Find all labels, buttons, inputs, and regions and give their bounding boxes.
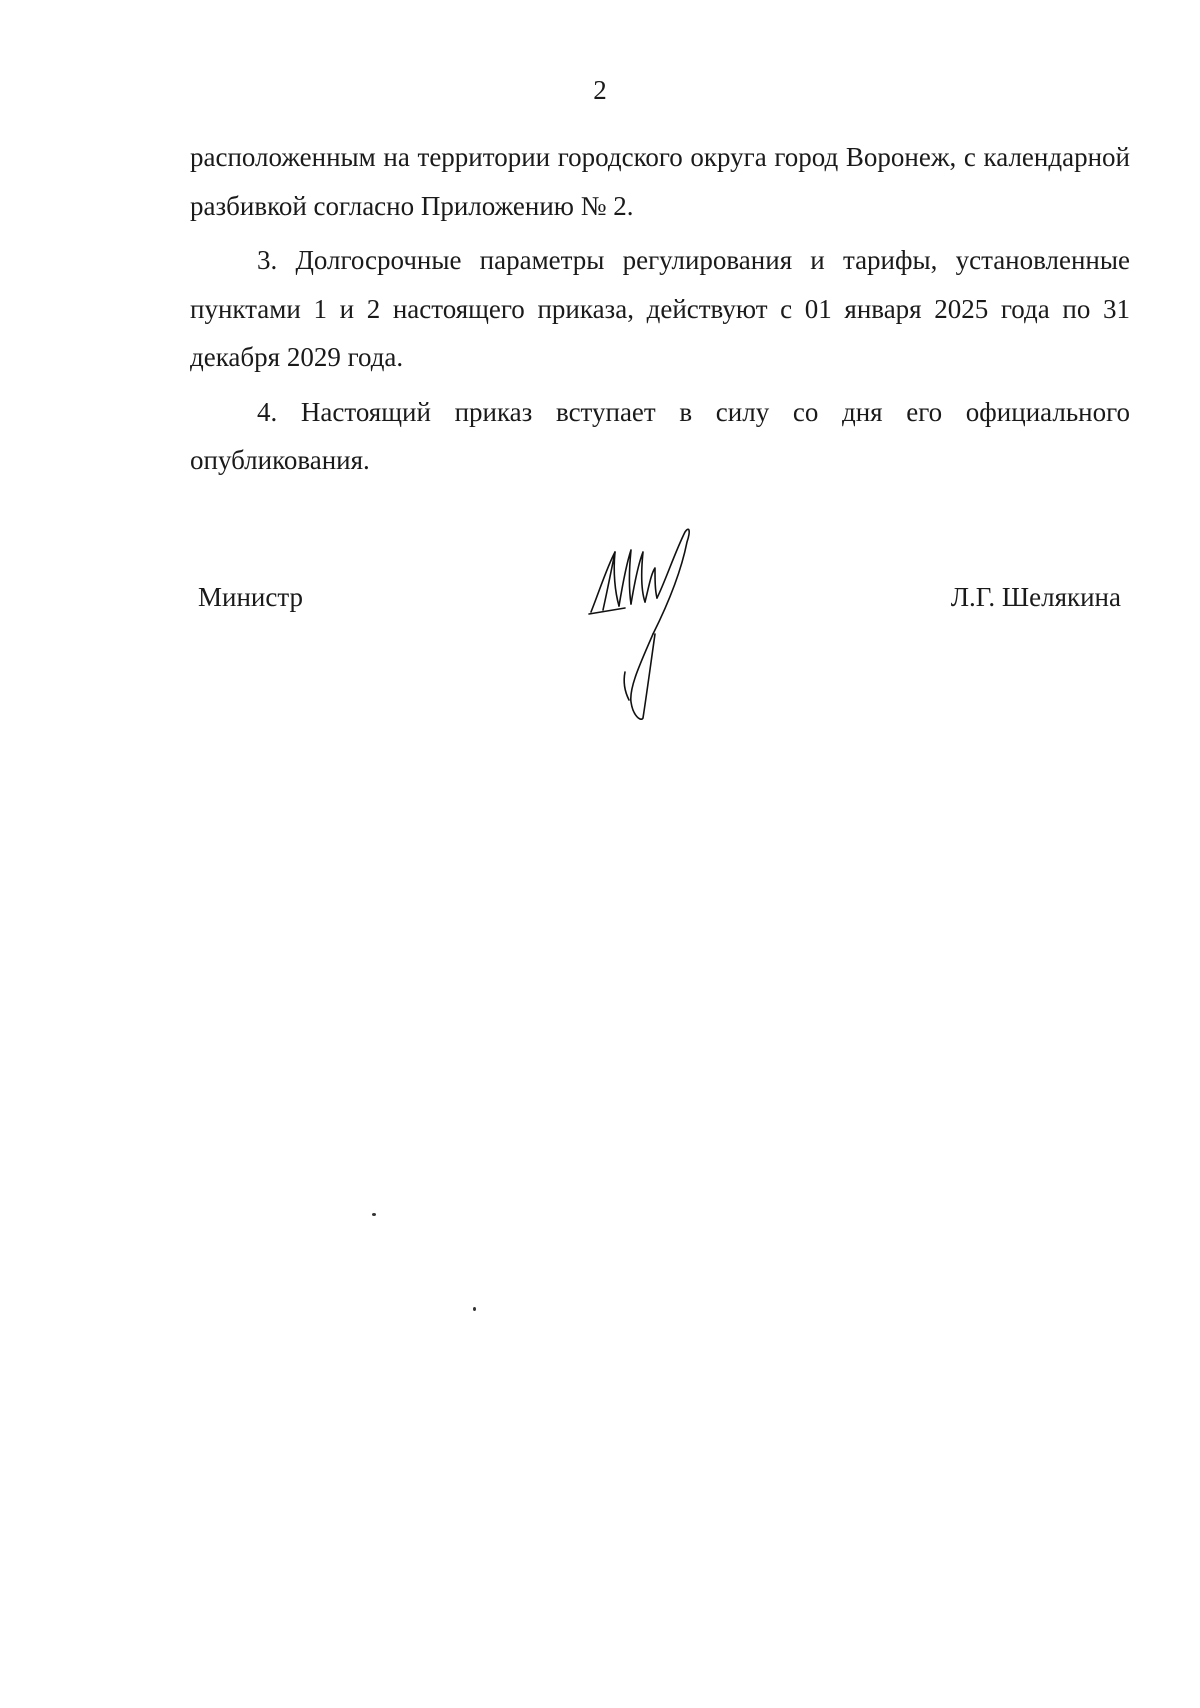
paragraph-continuation: расположенным на территории городского округа город Воронеж, с календарной разбивкой согласно Приложению № 2.	[190, 142, 1130, 221]
handwritten-signature	[585, 522, 705, 722]
scan-speck	[473, 1307, 476, 1311]
paragraph-item-4: 4. Настоящий приказ вступает в силу со дня его официального опубликования.	[190, 396, 1130, 475]
paragraph-item-3: 3. Долгосрочные параметры регулирования и тарифы, установленные пунктами 1 и 2 настоящего приказа, действуют с 01 января 2025 года по 31 декабря 2029 года.	[190, 245, 1130, 372]
signatory-name: Л.Г. Шелякина	[950, 582, 1121, 612]
page-number: 2	[593, 75, 607, 105]
document-body	[190, 133, 1130, 485]
signatory-title: Министр	[198, 582, 303, 612]
scan-speck	[372, 1213, 376, 1216]
